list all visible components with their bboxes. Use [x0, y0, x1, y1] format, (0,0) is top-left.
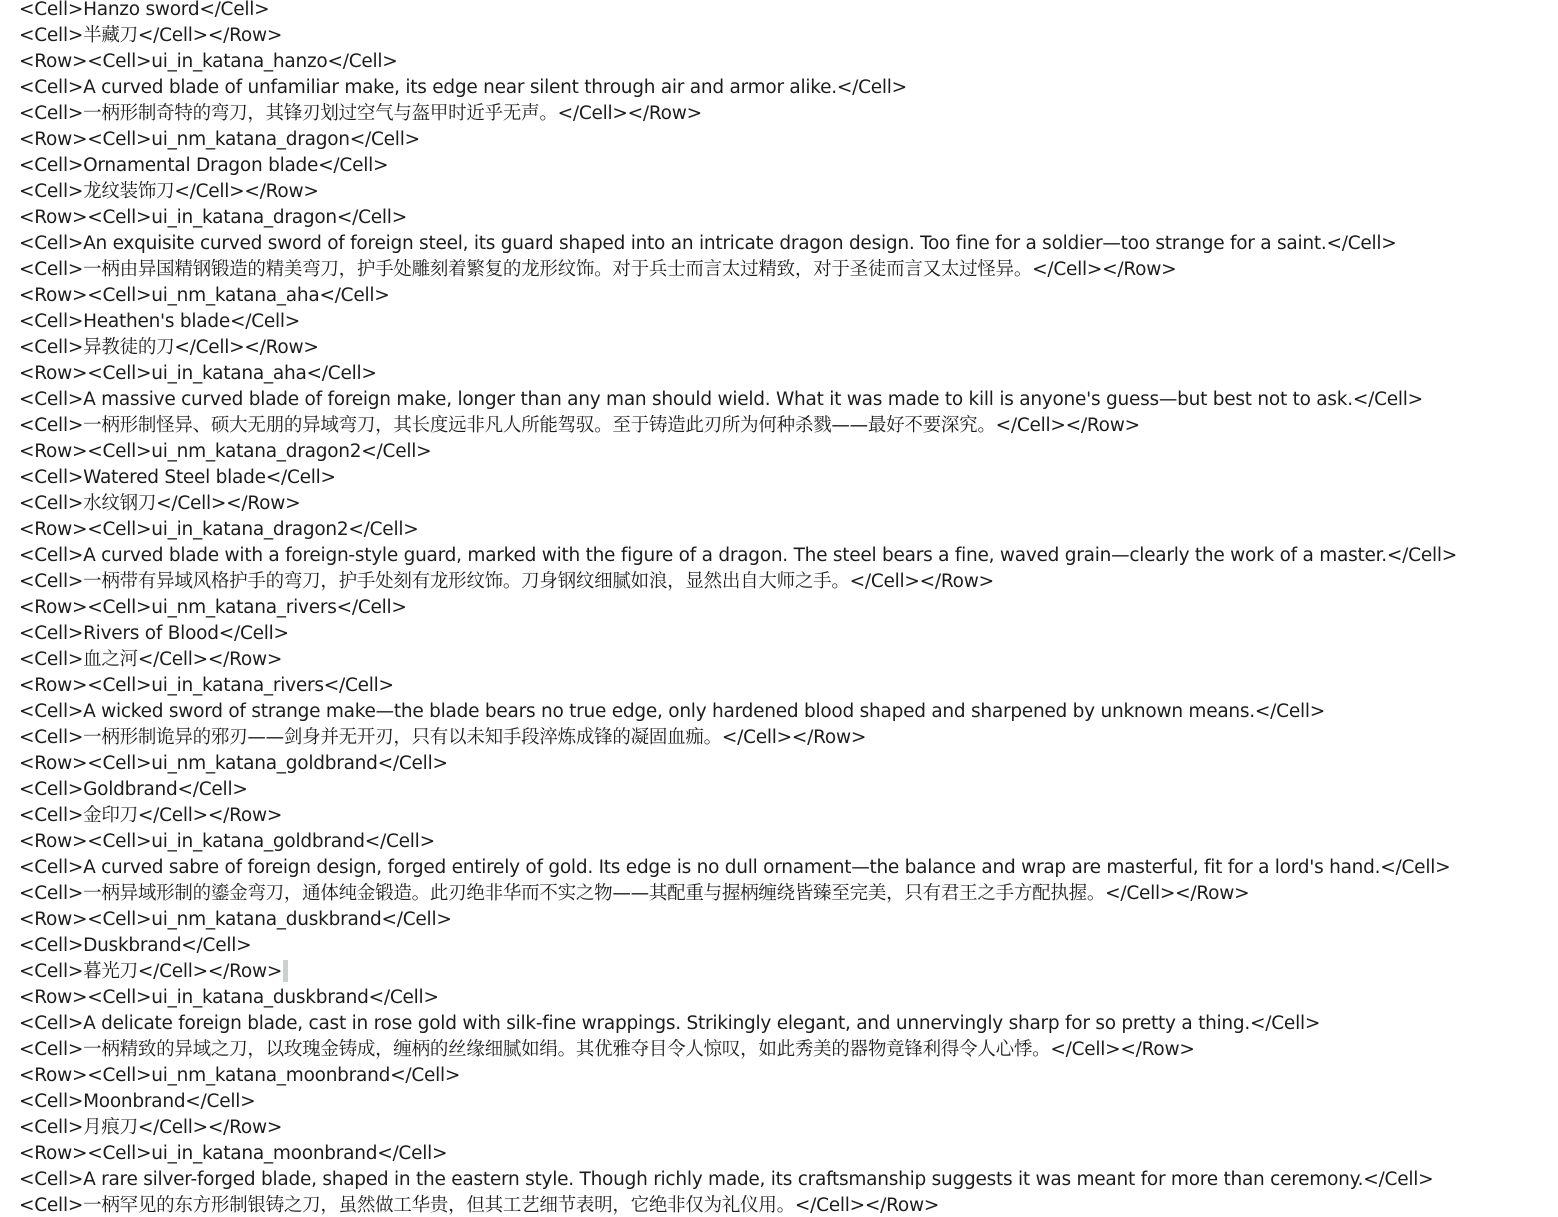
text-line: <Row><Cell>ui_in_katana_dragon</Cell> [19, 207, 407, 228]
text-line: <Cell>A curved sabre of foreign design, forged entirely of gold. Its edge is no dull ornament—the balance and wrap are masterful, fit for a lord's hand.</Cell> [19, 857, 1451, 878]
text-line: <Cell>A wicked sword of strange make—the blade bears no true edge, only hardened blood shaped and sharpened by unknown means.</Cell> [19, 701, 1325, 722]
text-content[interactable] [19, 0, 1558, 1217]
text-line: <Cell>Watered Steel blade</Cell> [19, 467, 336, 488]
text-line: <Cell>A curved blade with a foreign-style guard, marked with the figure of a dragon. The steel bears a fine, waved grain—clearly the work of a master.</Cell> [19, 545, 1457, 566]
text-line: <Cell>龙纹装饰刀</Cell></Row> [19, 181, 319, 202]
text-line: <Cell>A curved blade of unfamiliar make, its edge near silent through air and armor alike.</Cell> [19, 77, 907, 98]
text-line: <Cell>暮光刀</Cell></Row> [19, 961, 283, 982]
text-line: <Cell>血之河</Cell></Row> [19, 649, 283, 670]
text-line: <Cell>Duskbrand</Cell> [19, 935, 252, 956]
text-line: <Cell>月痕刀</Cell></Row> [19, 1117, 283, 1138]
text-line: <Cell>金印刀</Cell></Row> [19, 805, 283, 826]
text-line: <Cell>一柄精致的异域之刀，以玫瑰金铸成，缠柄的丝缘细腻如绢。其优雅夺目令人惊叹，如此秀美的器物竟锋利得令人心悸。</Cell></Row> [19, 1039, 1195, 1060]
text-line: <Row><Cell>ui_nm_katana_dragon</Cell> [19, 129, 420, 150]
text-line: <Cell>Goldbrand</Cell> [19, 779, 248, 800]
text-line: <Cell>Moonbrand</Cell> [19, 1091, 256, 1112]
text-line: <Cell>Ornamental Dragon blade</Cell> [19, 155, 389, 176]
text-line: <Cell>A rare silver-forged blade, shaped in the eastern style. Though richly made, its craftsmanship suggests it was meant for more than ceremony.</Cell> [19, 1169, 1434, 1190]
text-line: <Row><Cell>ui_in_katana_goldbrand</Cell> [19, 831, 435, 852]
text-line: <Cell>半藏刀</Cell></Row> [19, 25, 283, 46]
text-line: <Cell>水纹钢刀</Cell></Row> [19, 493, 301, 514]
text-line: <Row><Cell>ui_nm_katana_moonbrand</Cell> [19, 1065, 461, 1086]
text-line: <Cell>一柄形制诡异的邪刃——剑身并无开刃，只有以未知手段淬炼成锋的凝固血痂。</Cell></Row> [19, 727, 867, 748]
cursor-line [19, 959, 1558, 985]
text-line: <Row><Cell>ui_in_katana_rivers</Cell> [19, 675, 394, 696]
text-line: <Row><Cell>ui_nm_katana_goldbrand</Cell> [19, 753, 448, 774]
text-line: <Cell>Hanzo sword</Cell> [19, 0, 270, 20]
text-line: <Cell>Rivers of Blood</Cell> [19, 623, 289, 644]
text-line: <Row><Cell>ui_in_katana_moonbrand</Cell> [19, 1143, 448, 1164]
text-cursor [283, 960, 288, 982]
text-line: <Cell>一柄异域形制的鎏金弯刀，通体纯金锻造。此刃绝非华而不实之物——其配重与握柄缠绕皆臻至完美，只有君王之手方配执握。</Cell></Row> [19, 883, 1250, 904]
text-line: <Cell>一柄带有异域风格护手的弯刀，护手处刻有龙形纹饰。刀身钢纹细腻如浪，显然出自大师之手。</Cell></Row> [19, 571, 994, 592]
text-line: <Cell>A massive curved blade of foreign make, longer than any man should wield. What it was made to kill is anyone's guess—but best not to ask.</Cell> [19, 389, 1423, 410]
text-line: <Cell>An exquisite curved sword of foreign steel, its guard shaped into an intricate dragon design. Too fine for a soldier—too strange for a saint.</Cell> [19, 233, 1397, 254]
text-line: <Cell>一柄由异国精钢锻造的精美弯刀，护手处雕刻着繁复的龙形纹饰。对于兵士而言太过精致，对于圣徒而言又太过怪异。</Cell></Row> [19, 259, 1177, 280]
text-line: <Row><Cell>ui_in_katana_hanzo</Cell> [19, 51, 398, 72]
text-line: <Row><Cell>ui_in_katana_aha</Cell> [19, 363, 377, 384]
text-line: <Row><Cell>ui_in_katana_duskbrand</Cell> [19, 987, 439, 1008]
text-line: <Cell>一柄罕见的东方形制银铸之刀，虽然做工华贵，但其工艺细节表明，它绝非仅为礼仪用。</Cell></Row> [19, 1195, 940, 1216]
text-line: <Cell>异教徒的刀</Cell></Row> [19, 337, 319, 358]
text-line: <Row><Cell>ui_nm_katana_dragon2</Cell> [19, 441, 432, 462]
text-line: <Cell>一柄形制奇特的弯刀，其锋刃划过空气与盔甲时近乎无声。</Cell></Row> [19, 103, 702, 124]
text-line: <Row><Cell>ui_nm_katana_duskbrand</Cell> [19, 909, 452, 930]
text-line: <Row><Cell>ui_nm_katana_aha</Cell> [19, 285, 390, 306]
text-line: <Row><Cell>ui_nm_katana_rivers</Cell> [19, 597, 407, 618]
text-line: <Cell>Heathen's blade</Cell> [19, 311, 301, 332]
text-line: <Row><Cell>ui_in_katana_dragon2</Cell> [19, 519, 419, 540]
text-line: <Cell>A delicate foreign blade, cast in rose gold with silk-fine wrappings. Strikingly elegant, and unnervingly sharp for so pretty a thing.</Cell> [19, 1013, 1321, 1034]
text-line: <Cell>一柄形制怪异、硕大无朋的异域弯刀，其长度远非凡人所能驾驭。至于铸造此刃所为何种杀戮——最好不要深究。</Cell></Row> [19, 415, 1140, 436]
